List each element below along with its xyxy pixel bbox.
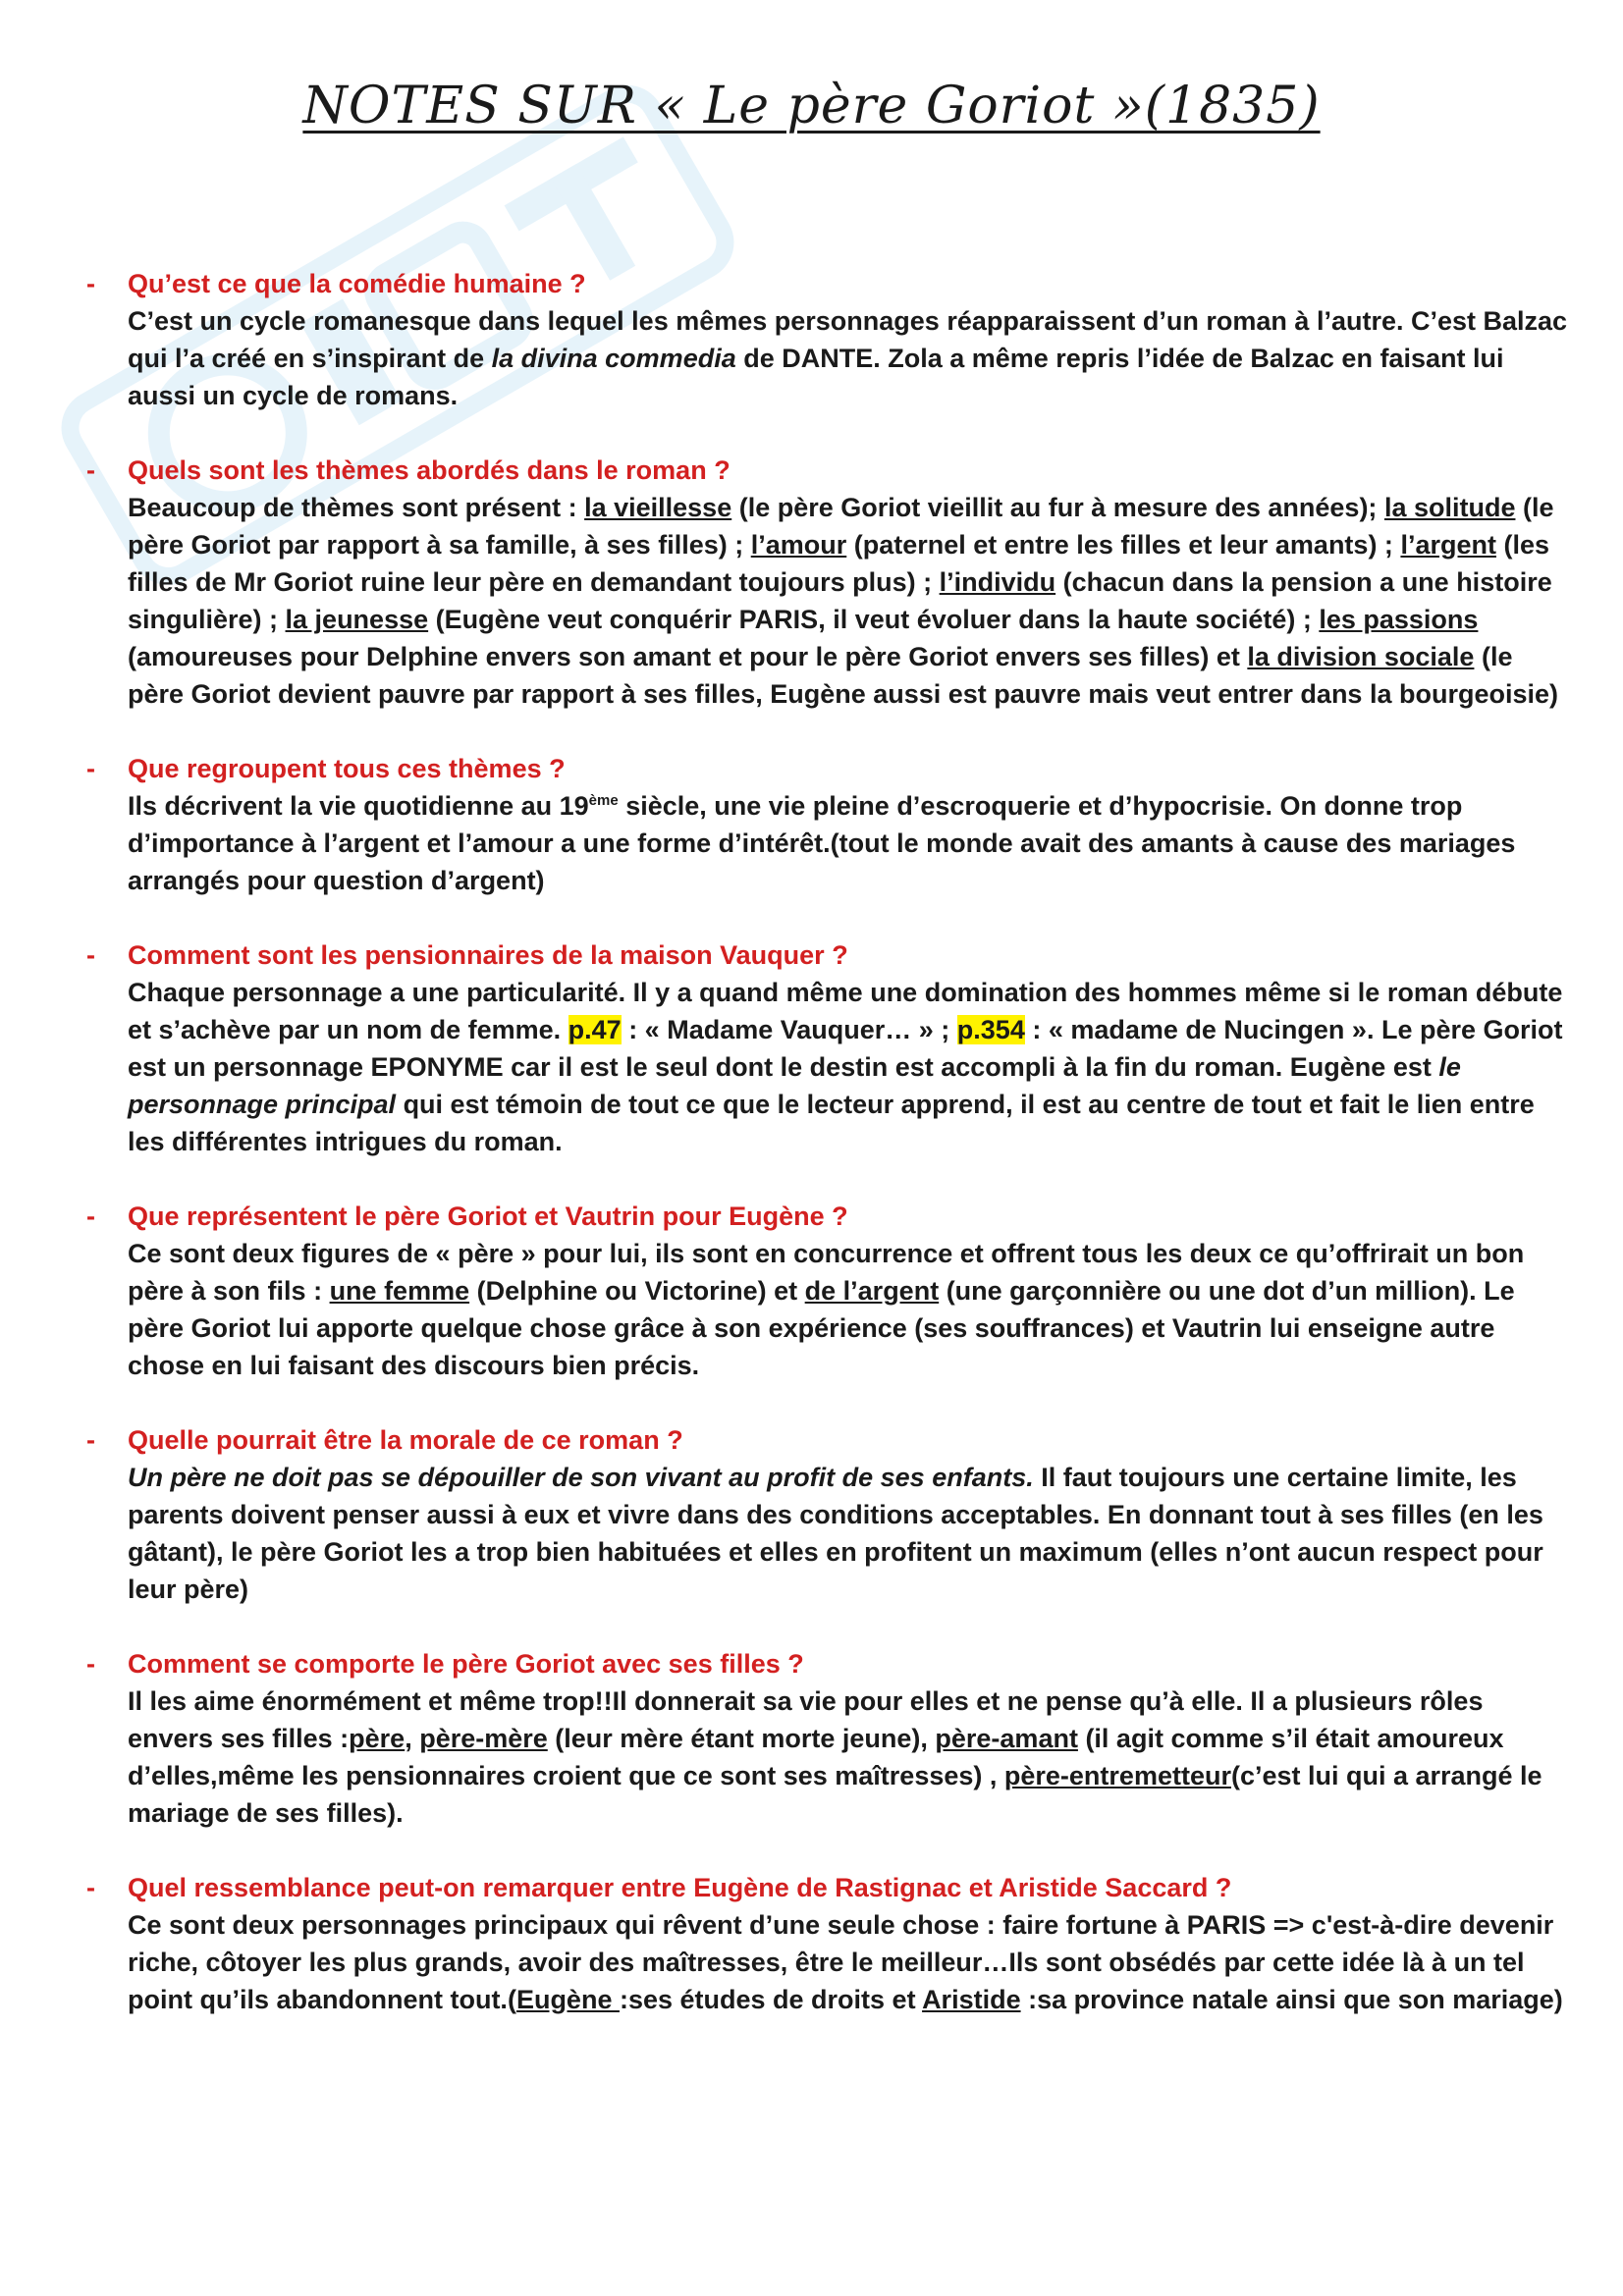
bullet-dash: - xyxy=(86,940,95,970)
section-question: Comment sont les pensionnaires de la maison Vauquer ? xyxy=(128,940,848,970)
section-answer: Ils décrivent la vie quotidienne au 19ème siècle, une vie pleine d’escroquerie et d’hypocrisie. On donne trop d’importance à l’argent et l’amour a une forme d’intérêt.(tout le monde avait des amants à cause des mariages arrangés pour question d’argent) xyxy=(128,791,1516,895)
section-question: Que regroupent tous ces thèmes ? xyxy=(128,754,566,783)
bullet-dash: - xyxy=(86,754,95,783)
section-themes xyxy=(86,452,1569,713)
section-pensionnaires xyxy=(86,936,1569,1160)
section-question: Qu’est ce que la comédie humaine ? xyxy=(128,269,586,298)
section-question: Comment se comporte le père Goriot avec ses filles ? xyxy=(128,1649,804,1679)
section-comportement xyxy=(86,1645,1569,1832)
section-figures-pere xyxy=(86,1198,1569,1384)
section-morale xyxy=(86,1421,1569,1608)
section-question: Quels sont les thèmes abordés dans le roman ? xyxy=(128,455,730,485)
highlight-page-ref: p.47 xyxy=(568,1015,622,1044)
bullet-dash: - xyxy=(86,1649,95,1679)
bullet-dash: - xyxy=(86,1201,95,1231)
section-answer: Beaucoup de thèmes sont présent : la vieillesse (le père Goriot vieillit au fur à mesure des années); la solitude (le père Goriot par rapport à sa famille, à ses filles) ; l’amour (paternel et entre les filles et leur amants) ; l’argent (les filles de Mr Goriot ruine leur père en demandant toujours plus) ; l’individu (chacun dans la pension a une histoire singulière) ; la jeunesse (Eugène veut conquérir PARIS, il veut évoluer dans la haute société) ; les passions (amoureuses pour Delphine envers son amant et pour le père Goriot envers ses filles) et la division sociale (le père Goriot devient pauvre par rapport à ses filles, Eugène aussi est pauvre mais veut entrer dans la bourgeoisie) xyxy=(128,493,1558,709)
bullet-dash: - xyxy=(86,455,95,485)
highlight-page-ref: p.354 xyxy=(956,1015,1025,1044)
section-answer: Ce sont deux figures de « père » pour lui, ils sont en concurrence et offrent tous les deux ce qu’offrirait un bon père à son fils : une femme (Delphine ou Victorine) et de l’argent (une garçonnière ou une dot d’un million). Le père Goriot lui apporte quelque chose grâce à son expérience (ses souffrances) et Vautrin lui enseigne autre chose en lui faisant des discours bien précis. xyxy=(128,1239,1525,1380)
section-answer: Il les aime énormément et même trop!!Il donnerait sa vie pour elles et ne pense qu’à elle. Il a plusieurs rôles envers ses filles :père, père-mère (leur mère étant morte jeune), père-amant (il agit comme s’il était amoureux d’elles,même les pensionnaires croient que ce sont ses maîtresses) , père-entremetteur(c’est lui qui a arrangé le mariage de ses filles). xyxy=(128,1686,1542,1828)
bullet-dash: - xyxy=(86,1425,95,1455)
section-question: Que représentent le père Goriot et Vautrin pour Eugène ? xyxy=(128,1201,848,1231)
section-answer: Ce sont deux personnages principaux qui rêvent d’une seule chose : faire fortune à PARIS => c'est-à-dire devenir riche, côtoyer les plus grands, avoir des maîtresses, être le meilleur…Ils sont obsédés par cette idée là à un tel point qu’ils abandonnent tout.(Eugène :ses études de droits et Aristide :sa province natale ainsi que son mariage) xyxy=(128,1910,1563,2014)
section-question: Quelle pourrait être la morale de ce roman ? xyxy=(128,1425,683,1455)
page-title: NOTES SUR « Le père Goriot »(1835) xyxy=(302,77,1321,135)
bullet-dash: - xyxy=(86,269,95,298)
bullet-dash: - xyxy=(86,1873,95,1902)
section-answer: C’est un cycle romanesque dans lequel les mêmes personnages réapparaissent d’un roman à l’autre. C’est Balzac qui l’a créé en s’inspirant de la divina commedia de DANTE. Zola a même repris l’idée de Balzac en faisant lui aussi un cycle de romans. xyxy=(128,306,1568,410)
section-answer: Chaque personnage a une particularité. Il y a quand même une domination des hommes même si le roman débute et s’achève par un nom de femme. p.47 : « Madame Vauquer… » ; p.354 : « madame de Nucingen ». Le père Goriot est un personnage EPONYME car il est le seul dont le destin est accompli à la fin du roman. Eugène est le personnage principal qui est témoin de tout ce que le lecteur apprend, il est au centre de tout et fait le lien entre les différentes intrigues du roman. xyxy=(128,978,1563,1156)
section-ressemblance xyxy=(86,1869,1569,2018)
section-comedie-humaine xyxy=(86,265,1569,414)
section-regroupement xyxy=(86,750,1569,899)
section-question: Quel ressemblance peut-on remarquer entre Eugène de Rastignac et Aristide Saccard ? xyxy=(128,1873,1232,1902)
notes-content xyxy=(86,265,1569,2056)
section-answer: Un père ne doit pas se dépouiller de son vivant au profit de ses enfants. Il faut toujours une certaine limite, les parents doivent penser aussi à eux et vivre dans des conditions acceptables. En donnant tout à ses filles (en les gâtant), le père Goriot les a trop bien habituées et elles en profitent un maximum (elles n’ont aucun respect pour leur père) xyxy=(128,1463,1543,1604)
